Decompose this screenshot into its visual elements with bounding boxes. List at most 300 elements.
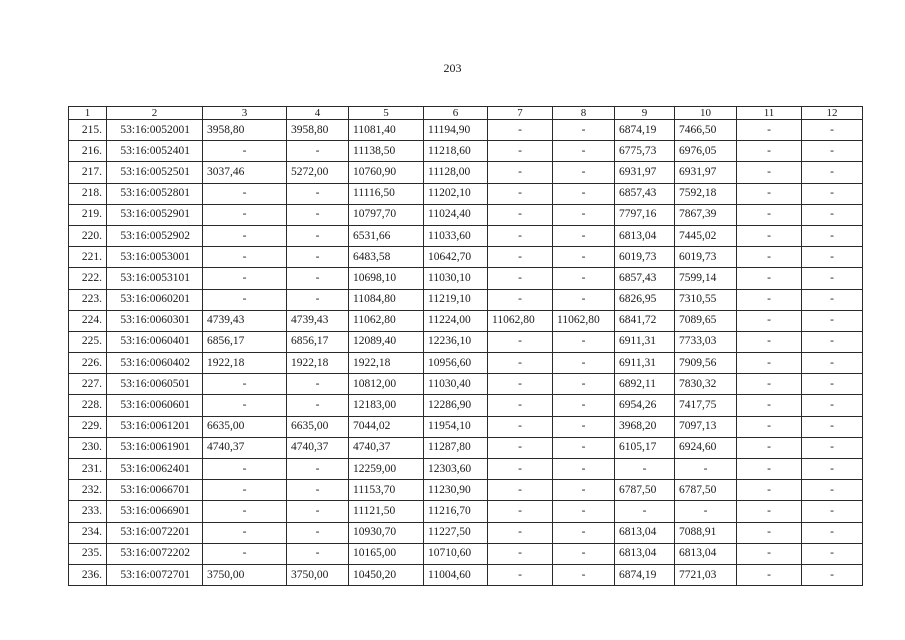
row-number-cell: 232. xyxy=(69,480,107,501)
value-cell: - xyxy=(287,141,349,162)
column-header: 3 xyxy=(203,107,287,120)
table-row xyxy=(69,459,863,480)
cadastral-id-cell: 53:16:0062401 xyxy=(107,459,203,480)
value-cell: 6483,58 xyxy=(349,247,424,268)
value-cell: 6635,00 xyxy=(203,416,287,437)
value-cell: - xyxy=(802,395,863,416)
value-cell: 11230,90 xyxy=(424,480,488,501)
value-cell: 6813,04 xyxy=(615,225,675,246)
value-cell: 7592,18 xyxy=(675,183,737,204)
value-cell: - xyxy=(553,162,615,183)
value-cell: 7466,50 xyxy=(675,120,737,141)
value-cell: 6911,31 xyxy=(615,353,675,374)
column-header: 11 xyxy=(737,107,802,120)
value-cell: 7310,55 xyxy=(675,289,737,310)
value-cell: 6892,11 xyxy=(615,374,675,395)
column-header: 7 xyxy=(488,107,553,120)
column-header: 4 xyxy=(287,107,349,120)
value-cell: - xyxy=(203,395,287,416)
value-cell: - xyxy=(802,353,863,374)
value-cell: - xyxy=(802,501,863,522)
row-number-cell: 216. xyxy=(69,141,107,162)
value-cell: - xyxy=(553,564,615,585)
value-cell: 11128,00 xyxy=(424,162,488,183)
cadastral-id-cell: 53:16:0060301 xyxy=(107,310,203,331)
value-cell: 11116,50 xyxy=(349,183,424,204)
row-number-cell: 233. xyxy=(69,501,107,522)
value-cell: 7733,03 xyxy=(675,331,737,352)
value-cell: - xyxy=(553,353,615,374)
value-cell: - xyxy=(737,204,802,225)
value-cell: 3958,80 xyxy=(203,120,287,141)
value-cell: 7830,32 xyxy=(675,374,737,395)
value-cell: 11153,70 xyxy=(349,480,424,501)
table-row xyxy=(69,353,863,374)
page-number: 203 xyxy=(443,61,462,75)
value-cell: 11227,50 xyxy=(424,522,488,543)
value-cell: 10450,20 xyxy=(349,564,424,585)
value-cell: 11202,10 xyxy=(424,183,488,204)
value-cell: - xyxy=(203,501,287,522)
value-cell: 6931,97 xyxy=(615,162,675,183)
row-number-cell: 220. xyxy=(69,225,107,246)
column-header: 1 xyxy=(69,107,107,120)
value-cell: - xyxy=(488,162,553,183)
table-row xyxy=(69,141,863,162)
value-cell: - xyxy=(287,374,349,395)
value-cell: - xyxy=(287,225,349,246)
value-cell: - xyxy=(488,204,553,225)
value-cell: 7088,91 xyxy=(675,522,737,543)
value-cell: - xyxy=(737,247,802,268)
value-cell: - xyxy=(488,331,553,352)
value-cell: 7097,13 xyxy=(675,416,737,437)
table-row xyxy=(69,183,863,204)
value-cell: - xyxy=(553,374,615,395)
value-cell: 11287,80 xyxy=(424,437,488,458)
value-cell: 6976,05 xyxy=(675,141,737,162)
value-cell: - xyxy=(802,374,863,395)
value-cell: 6019,73 xyxy=(615,247,675,268)
value-cell: - xyxy=(553,416,615,437)
value-cell: 11194,90 xyxy=(424,120,488,141)
table-row xyxy=(69,310,863,331)
column-header: 5 xyxy=(349,107,424,120)
value-cell: 6775,73 xyxy=(615,141,675,162)
value-cell: - xyxy=(287,289,349,310)
value-cell: 3750,00 xyxy=(287,564,349,585)
column-header: 12 xyxy=(802,107,863,120)
value-cell: - xyxy=(488,289,553,310)
table-row xyxy=(69,204,863,225)
cadastral-id-cell: 53:16:0052902 xyxy=(107,225,203,246)
cadastral-value-table xyxy=(68,106,863,586)
value-cell: - xyxy=(802,141,863,162)
value-cell: 3750,00 xyxy=(203,564,287,585)
table-row xyxy=(69,416,863,437)
cadastral-id-cell: 53:16:0066701 xyxy=(107,480,203,501)
value-cell: - xyxy=(675,501,737,522)
table-row xyxy=(69,564,863,585)
value-cell: 12183,00 xyxy=(349,395,424,416)
value-cell: 6787,50 xyxy=(615,480,675,501)
column-header: 9 xyxy=(615,107,675,120)
table-row xyxy=(69,480,863,501)
value-cell: - xyxy=(488,247,553,268)
value-cell: 6531,66 xyxy=(349,225,424,246)
value-cell: 12259,00 xyxy=(349,459,424,480)
value-cell: - xyxy=(287,459,349,480)
value-cell: - xyxy=(802,564,863,585)
row-number-cell: 236. xyxy=(69,564,107,585)
row-number-cell: 222. xyxy=(69,268,107,289)
value-cell: - xyxy=(553,395,615,416)
value-cell: - xyxy=(553,331,615,352)
cadastral-id-cell: 53:16:0052401 xyxy=(107,141,203,162)
value-cell: 6787,50 xyxy=(675,480,737,501)
value-cell: - xyxy=(287,522,349,543)
row-number-cell: 217. xyxy=(69,162,107,183)
value-cell: - xyxy=(802,120,863,141)
value-cell: 4740,37 xyxy=(203,437,287,458)
value-cell: 10930,70 xyxy=(349,522,424,543)
value-cell: 11224,00 xyxy=(424,310,488,331)
value-cell: 6911,31 xyxy=(615,331,675,352)
value-cell: - xyxy=(553,289,615,310)
value-cell: 12089,40 xyxy=(349,331,424,352)
value-cell: 12286,90 xyxy=(424,395,488,416)
value-cell: 10698,10 xyxy=(349,268,424,289)
value-cell: 6874,19 xyxy=(615,564,675,585)
value-cell: 7909,56 xyxy=(675,353,737,374)
value-cell: 1922,18 xyxy=(203,353,287,374)
cadastral-id-cell: 53:16:0060601 xyxy=(107,395,203,416)
value-cell: - xyxy=(488,141,553,162)
table-row xyxy=(69,501,863,522)
row-number-cell: 219. xyxy=(69,204,107,225)
value-cell: - xyxy=(553,120,615,141)
value-cell: 10760,90 xyxy=(349,162,424,183)
cadastral-id-cell: 53:16:0052801 xyxy=(107,183,203,204)
value-cell: - xyxy=(203,247,287,268)
cadastral-id-cell: 53:16:0072201 xyxy=(107,522,203,543)
value-cell: - xyxy=(287,247,349,268)
table-row xyxy=(69,374,863,395)
value-cell: - xyxy=(737,353,802,374)
value-cell: - xyxy=(802,459,863,480)
row-number-cell: 227. xyxy=(69,374,107,395)
value-cell: - xyxy=(287,395,349,416)
value-cell: - xyxy=(287,543,349,564)
value-cell: - xyxy=(737,416,802,437)
value-cell: 11084,80 xyxy=(349,289,424,310)
value-cell: 6931,97 xyxy=(675,162,737,183)
value-cell: - xyxy=(553,543,615,564)
value-cell: - xyxy=(203,543,287,564)
value-cell: 11062,80 xyxy=(349,310,424,331)
value-cell: - xyxy=(802,204,863,225)
value-cell: 10956,60 xyxy=(424,353,488,374)
value-cell: - xyxy=(553,183,615,204)
value-cell: - xyxy=(737,331,802,352)
value-cell: - xyxy=(488,501,553,522)
value-cell: - xyxy=(287,268,349,289)
value-cell: 11024,40 xyxy=(424,204,488,225)
cadastral-id-cell: 53:16:0052901 xyxy=(107,204,203,225)
value-cell: - xyxy=(737,480,802,501)
value-cell: - xyxy=(553,522,615,543)
value-cell: - xyxy=(203,480,287,501)
row-number-cell: 234. xyxy=(69,522,107,543)
value-cell: - xyxy=(488,564,553,585)
value-cell: - xyxy=(203,268,287,289)
value-cell: - xyxy=(737,459,802,480)
value-cell: 10165,00 xyxy=(349,543,424,564)
value-cell: - xyxy=(802,331,863,352)
value-cell: 6856,17 xyxy=(203,331,287,352)
cadastral-id-cell: 53:16:0053001 xyxy=(107,247,203,268)
value-cell: 7445,02 xyxy=(675,225,737,246)
value-cell: - xyxy=(737,183,802,204)
table-row xyxy=(69,437,863,458)
value-cell: 6874,19 xyxy=(615,120,675,141)
value-cell: - xyxy=(737,120,802,141)
row-number-cell: 235. xyxy=(69,543,107,564)
value-cell: - xyxy=(737,225,802,246)
value-cell: - xyxy=(203,459,287,480)
value-cell: 1922,18 xyxy=(349,353,424,374)
table-row xyxy=(69,247,863,268)
value-cell: - xyxy=(737,395,802,416)
value-cell: - xyxy=(488,395,553,416)
cadastral-id-cell: 53:16:0060401 xyxy=(107,331,203,352)
value-cell: - xyxy=(553,437,615,458)
value-cell: - xyxy=(737,437,802,458)
value-cell: 4739,43 xyxy=(287,310,349,331)
row-number-cell: 221. xyxy=(69,247,107,268)
row-number-cell: 215. xyxy=(69,120,107,141)
value-cell: 6924,60 xyxy=(675,437,737,458)
value-cell: 11030,40 xyxy=(424,374,488,395)
value-cell: - xyxy=(203,374,287,395)
column-header: 2 xyxy=(107,107,203,120)
value-cell: - xyxy=(488,522,553,543)
value-cell: - xyxy=(802,183,863,204)
table-row xyxy=(69,268,863,289)
value-cell: - xyxy=(802,162,863,183)
value-cell: - xyxy=(287,204,349,225)
value-cell: 11030,10 xyxy=(424,268,488,289)
value-cell: 7797,16 xyxy=(615,204,675,225)
value-cell: 6019,73 xyxy=(675,247,737,268)
cadastral-id-cell: 53:16:0072701 xyxy=(107,564,203,585)
value-cell: - xyxy=(802,543,863,564)
value-cell: 6856,17 xyxy=(287,331,349,352)
value-cell: - xyxy=(488,480,553,501)
value-cell: 10797,70 xyxy=(349,204,424,225)
value-cell: - xyxy=(553,268,615,289)
column-header: 10 xyxy=(675,107,737,120)
cadastral-id-cell: 53:16:0052001 xyxy=(107,120,203,141)
value-cell: - xyxy=(737,374,802,395)
row-number-cell: 229. xyxy=(69,416,107,437)
value-cell: - xyxy=(553,141,615,162)
value-cell: - xyxy=(802,289,863,310)
value-cell: 7044,02 xyxy=(349,416,424,437)
table-row xyxy=(69,395,863,416)
column-header: 8 xyxy=(553,107,615,120)
value-cell: 12303,60 xyxy=(424,459,488,480)
cadastral-id-cell: 53:16:0060201 xyxy=(107,289,203,310)
value-cell: 10710,60 xyxy=(424,543,488,564)
table-body xyxy=(69,120,863,586)
value-cell: 7721,03 xyxy=(675,564,737,585)
value-cell: - xyxy=(802,480,863,501)
value-cell: 3037,46 xyxy=(203,162,287,183)
value-cell: 11218,60 xyxy=(424,141,488,162)
value-cell: 4739,43 xyxy=(203,310,287,331)
value-cell: 6813,04 xyxy=(675,543,737,564)
value-cell: - xyxy=(802,437,863,458)
value-cell: - xyxy=(553,459,615,480)
row-number-cell: 230. xyxy=(69,437,107,458)
value-cell: - xyxy=(802,268,863,289)
value-cell: 11954,10 xyxy=(424,416,488,437)
value-cell: - xyxy=(203,522,287,543)
header-row xyxy=(69,107,863,120)
value-cell: 7599,14 xyxy=(675,268,737,289)
value-cell: 6826,95 xyxy=(615,289,675,310)
value-cell: 11138,50 xyxy=(349,141,424,162)
row-number-cell: 228. xyxy=(69,395,107,416)
value-cell: 5272,00 xyxy=(287,162,349,183)
cadastral-id-cell: 53:16:0060501 xyxy=(107,374,203,395)
value-cell: - xyxy=(553,204,615,225)
value-cell: 11121,50 xyxy=(349,501,424,522)
value-cell: - xyxy=(287,183,349,204)
value-cell: - xyxy=(802,416,863,437)
value-cell: 11033,60 xyxy=(424,225,488,246)
value-cell: 11062,80 xyxy=(553,310,615,331)
value-cell: 10642,70 xyxy=(424,247,488,268)
value-cell: 4740,37 xyxy=(349,437,424,458)
value-cell: - xyxy=(203,141,287,162)
table-row xyxy=(69,543,863,564)
cadastral-id-cell: 53:16:0060402 xyxy=(107,353,203,374)
value-cell: - xyxy=(553,501,615,522)
value-cell: 7089,65 xyxy=(675,310,737,331)
value-cell: - xyxy=(802,225,863,246)
column-header: 6 xyxy=(424,107,488,120)
value-cell: - xyxy=(737,268,802,289)
value-cell: 6813,04 xyxy=(615,522,675,543)
value-cell: - xyxy=(488,416,553,437)
value-cell: - xyxy=(737,522,802,543)
table-row xyxy=(69,120,863,141)
value-cell: - xyxy=(488,353,553,374)
value-cell: 11219,10 xyxy=(424,289,488,310)
value-cell: - xyxy=(737,289,802,310)
cadastral-id-cell: 53:16:0072202 xyxy=(107,543,203,564)
table-row xyxy=(69,522,863,543)
value-cell: - xyxy=(488,268,553,289)
value-cell: - xyxy=(287,480,349,501)
row-number-cell: 226. xyxy=(69,353,107,374)
value-cell: - xyxy=(615,459,675,480)
value-cell: 11004,60 xyxy=(424,564,488,585)
value-cell: 6813,04 xyxy=(615,543,675,564)
value-cell: - xyxy=(737,310,802,331)
value-cell: - xyxy=(488,374,553,395)
value-cell: 11216,70 xyxy=(424,501,488,522)
value-cell: 4740,37 xyxy=(287,437,349,458)
value-cell: - xyxy=(488,459,553,480)
value-cell: 3968,20 xyxy=(615,416,675,437)
value-cell: - xyxy=(488,225,553,246)
cadastral-id-cell: 53:16:0066901 xyxy=(107,501,203,522)
value-cell: - xyxy=(488,543,553,564)
value-cell: - xyxy=(737,162,802,183)
value-cell: - xyxy=(737,501,802,522)
value-cell: 7867,39 xyxy=(675,204,737,225)
value-cell: 3958,80 xyxy=(287,120,349,141)
value-cell: 6841,72 xyxy=(615,310,675,331)
value-cell: 10812,00 xyxy=(349,374,424,395)
row-number-cell: 223. xyxy=(69,289,107,310)
cadastral-id-cell: 53:16:0053101 xyxy=(107,268,203,289)
value-cell: - xyxy=(553,225,615,246)
value-cell: - xyxy=(203,183,287,204)
value-cell: - xyxy=(553,247,615,268)
value-cell: 1922,18 xyxy=(287,353,349,374)
value-cell: - xyxy=(802,522,863,543)
value-cell: 11062,80 xyxy=(488,310,553,331)
value-cell: 6105,17 xyxy=(615,437,675,458)
value-cell: - xyxy=(675,459,737,480)
value-cell: 12236,10 xyxy=(424,331,488,352)
value-cell: - xyxy=(203,289,287,310)
table-row xyxy=(69,225,863,246)
row-number-cell: 218. xyxy=(69,183,107,204)
value-cell: 7417,75 xyxy=(675,395,737,416)
value-cell: 6857,43 xyxy=(615,183,675,204)
cadastral-id-cell: 53:16:0061901 xyxy=(107,437,203,458)
cadastral-id-cell: 53:16:0061201 xyxy=(107,416,203,437)
value-cell: - xyxy=(737,141,802,162)
table-row xyxy=(69,162,863,183)
value-cell: 6857,43 xyxy=(615,268,675,289)
table-row xyxy=(69,289,863,310)
row-number-cell: 224. xyxy=(69,310,107,331)
value-cell: - xyxy=(802,247,863,268)
value-cell: - xyxy=(488,183,553,204)
value-cell: - xyxy=(615,501,675,522)
value-cell: 6635,00 xyxy=(287,416,349,437)
value-cell: - xyxy=(553,480,615,501)
value-cell: - xyxy=(737,543,802,564)
value-cell: - xyxy=(802,310,863,331)
row-number-cell: 231. xyxy=(69,459,107,480)
value-cell: - xyxy=(488,437,553,458)
value-cell: - xyxy=(737,564,802,585)
value-cell: - xyxy=(287,501,349,522)
value-cell: - xyxy=(488,120,553,141)
value-cell: 11081,40 xyxy=(349,120,424,141)
table-row xyxy=(69,331,863,352)
value-cell: 6954,26 xyxy=(615,395,675,416)
cadastral-id-cell: 53:16:0052501 xyxy=(107,162,203,183)
value-cell: - xyxy=(203,204,287,225)
